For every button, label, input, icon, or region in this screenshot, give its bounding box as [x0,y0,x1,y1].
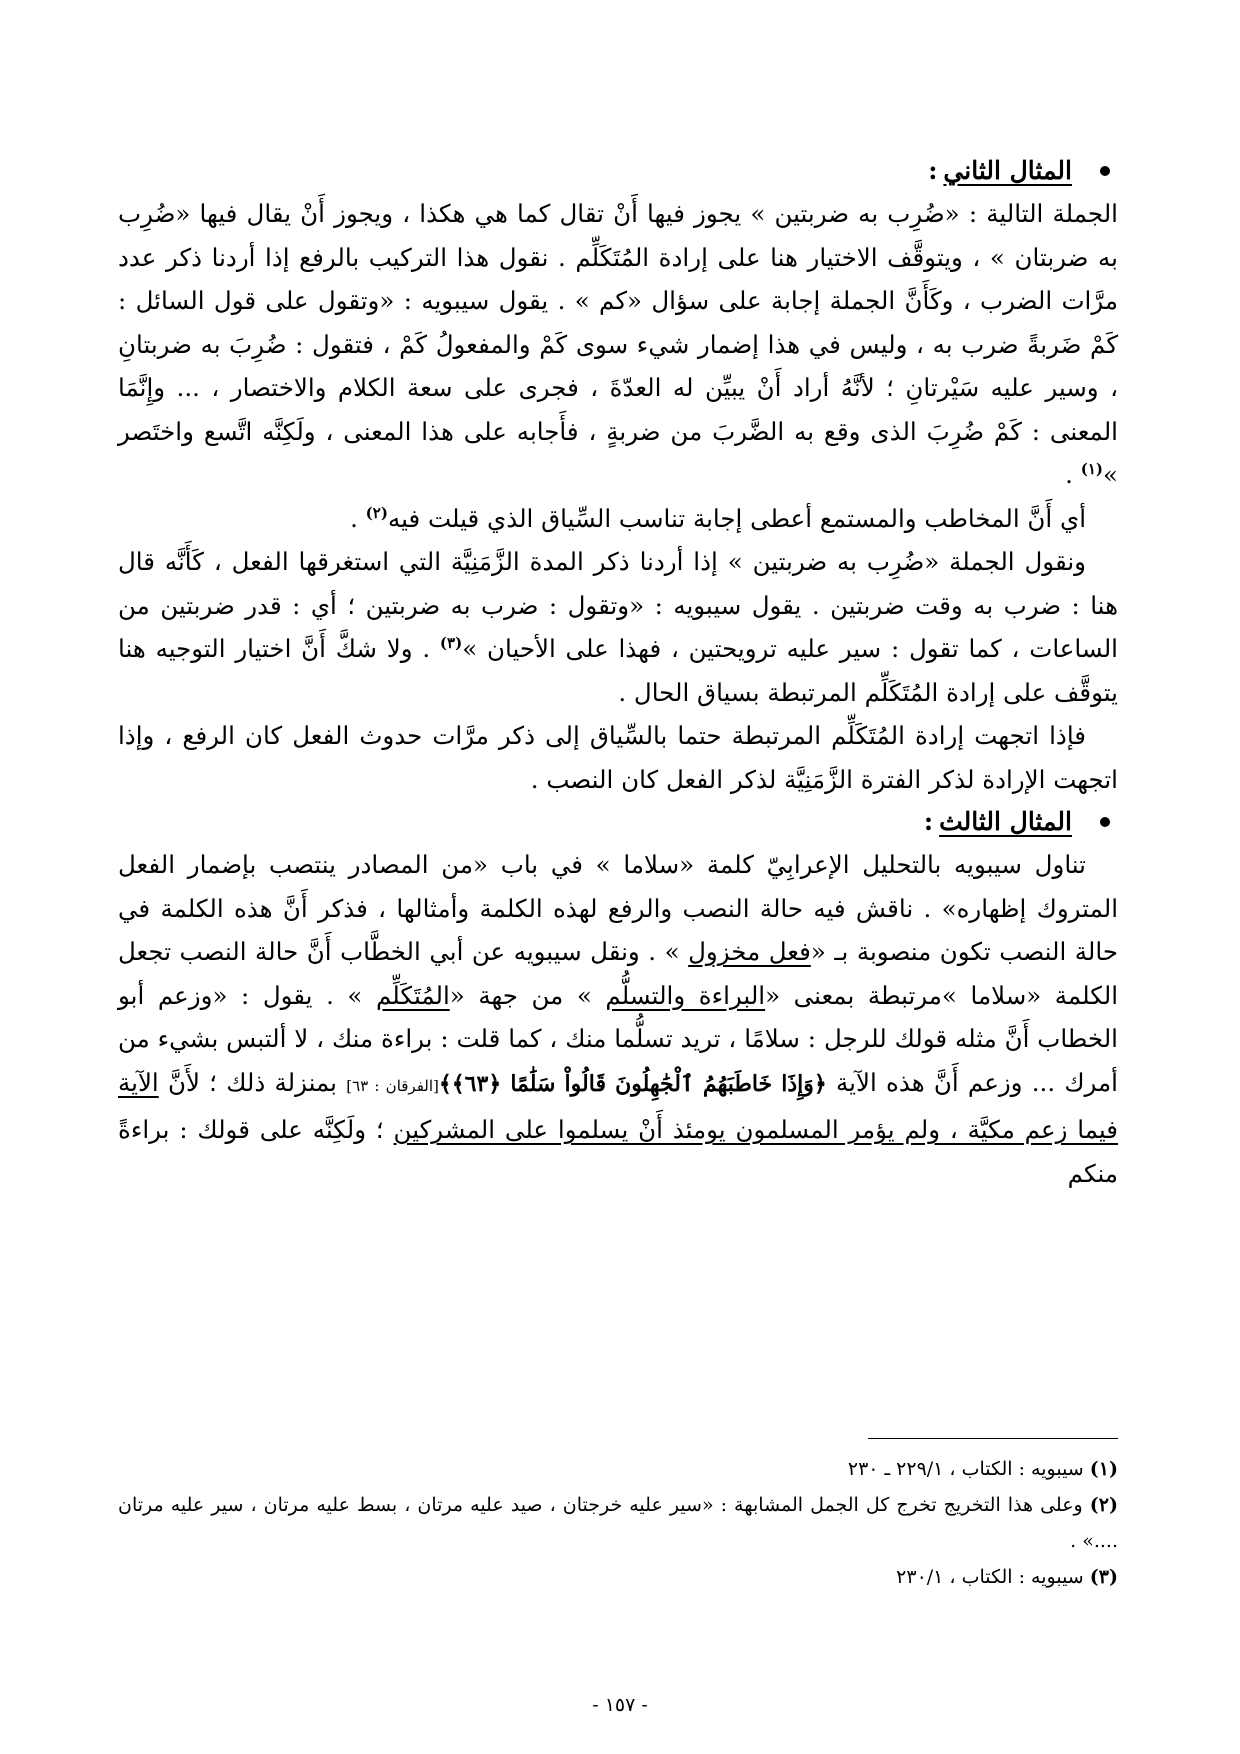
paragraph-2 [118,497,1118,541]
paragraph-5-part-d: » . يقول : «وزعم أبو الخطاب أَنَّ مثله قولك للرجل : سلامًا ، تريد تسلُّما منك ، كما قلت : براءة منك ، لا ألتبس بشيء من أمرك ... وزعم أَنَّ هذه الآية [118,980,1118,1097]
footnote-1-text: سيبويه : الكتاب ، ٢٢٩/١ ـ ٢٣٠ [847,1458,1084,1480]
verse-reference: [الفرقان : ٦٣] [346,1076,439,1095]
heading-second-colon: : [928,156,938,185]
footnotes [118,1438,1118,1595]
footnote-3-number: (٣) [1089,1566,1118,1588]
footnote-ref-1: (١) [1080,459,1103,478]
bullet-icon [1100,817,1110,827]
paragraph-1-text: الجملة التالية : «ضُرِب به ضربتين » يجوز فيها أَنْ تقال كما هي هكذا ، ويجوز أَنْ يقال فيها «ضُرِب به ضربتان » ، ويتوقَّف الاختيار هنا على إرادة المُتَكَلِّم . نقول هذا التركيب بالرفع إذا أردنا ذكر عدد مرَّات الضرب ، وكَأَنَّ الجملة إجابة على سؤال «كم » . يقول سيبويه : «وتقول على قول السائل : كَمْ ضَربةً ضرب به ، وليس في هذا إضمار شيء سوى كَمْ والمفعولُ كَمْ ، فتقول : ضُرِبَ به ضربتانِ ، وسير عليه سَيْرتانِ ؛ لأنَّهُ أراد أَنْ يبيِّن له العدّةَ ، فجرى على سعة الكلام والاختصار ، ... وإِنَّمَا المعنى : كَمْ ضُرِبَ الذى وقع به الضَّربَ من ضربةٍ ، فأَجابه على هذا المعنى ، ولَكِنَّه اتَّسع واختَصر » [118,199,1118,489]
footnote-ref-2: (٢) [365,503,388,522]
underlined-phrase-4: الآية فيما زعم مكيَّة ، ولم يؤمر المسلمون يومئذ أَنْ يسلموا على المشركين [118,1067,1118,1144]
footnote-3-text: سيبويه : الكتاب ، ٢٣٠/١ [896,1566,1084,1588]
paragraph-5-part-b: » . ونقل سيبويه عن أبي الخطَّاب أَنَّ حالة النصب تجعل الكلمة «سلاما »مرتبطة بمعنى « [118,937,1118,1010]
footnote-ref-3: (٣) [439,633,463,652]
footnote-divider [868,1438,1118,1439]
paragraph-5-part-f: ؛ ولَكِنَّه على قولك : براءةً منكم [118,1115,1118,1188]
page-body [118,150,1118,1195]
paragraph-4: فإذا اتجهت إرادة المُتَكَلِّم المرتبطة حتما بالسِّياق إلى ذكر مرَّات حدوث الفعل كان الرفع ، وإذا اتجهت الإرادة لذكر الفترة الزَّمَنِيَّة لذكر الفعل كان النصب . [118,721,1118,794]
paragraph-3 [118,540,1118,714]
paragraph-2-text: أي أَنَّ المخاطب والمستمع أعطى إجابة تناسب السِّياق الذي قيلت فيه [387,503,1086,533]
page-number: - ١٥٧ - [592,1694,648,1716]
heading-third-colon: : [923,807,934,836]
section-heading-second-example [118,150,1118,192]
paragraph-1 [118,192,1118,497]
underlined-phrase-1: فعل مخزول [688,937,811,966]
underlined-phrase-2: البراءة والتسلُّم [605,980,766,1010]
footnote-2-number: (٢) [1089,1494,1118,1516]
quran-verse: ﴿وَإِذَا خَاطَبَهُمُ ٱلْجَٰهِلُونَ قَالُواْ سَلَٰمًا ﴿٦٣﴾﴾ [438,1070,827,1097]
footnote-2 [118,1487,1118,1559]
footnote-1-number: (١) [1089,1458,1118,1480]
paragraph-5-part-e: بمنزلة ذلك ؛ لأَنَّ [158,1067,347,1097]
paragraph-2-end: . [350,503,358,533]
section-heading-third-example [118,801,1118,843]
bullet-icon [1100,166,1110,176]
footnote-2-text: وعلى هذا التخريج تخرج كل الجمل المشابهة : «سير عليه خرجتان ، صيد عليه مرتان ، بسط عليه مرتان ، سير عليه مرتان ....» . [118,1494,1118,1552]
paragraph-5-part-c: » من جهة « [449,980,606,1010]
heading-second-text: المثال الثاني [943,156,1072,185]
paragraph-3-tail: . ولا شكَّ أَنَّ اختيار التوجيه هنا يتوقَّف على إرادة المُتَكَلِّم المرتبطة بسياق الحال . [118,634,1118,707]
paragraph-1-end: . [1065,460,1073,489]
footnote-1 [118,1451,1118,1487]
footnote-3 [118,1559,1118,1595]
paragraph-3-text: ونقول الجملة «ضُرِب به ضربتين » إذا أردنا ذكر المدة الزَّمَنِيَّة التي استغرقها الفعل ، كَأَنَّه قال هنا : ضرب به وقت ضربتين . يقول سيبويه : «وتقول : ضرب به ضربتين ؛ أي : قدر ضربتين من الساعات ، كما تقول : سير عليه ترويحتين ، فهذا على الأحيان » [118,547,1118,663]
paragraph-5 [118,843,1118,1195]
underlined-phrase-3: المُتَكَلِّم [376,980,450,1010]
paragraph-5-part-a: تناول سيبويه بالتحليل الإعرابِيّ كلمة «سلاما » في باب «من المصادر ينتصب بإضمار الفعل المتروك إظهاره» . ناقش فيه حالة النصب والرفع لهذه الكلمة وأمثالها ، فذكر أَنَّ هذه الكلمة في حالة النصب تكون منصوبة بـ « [118,850,1118,966]
heading-third-text: المثال الثالث [939,807,1072,836]
